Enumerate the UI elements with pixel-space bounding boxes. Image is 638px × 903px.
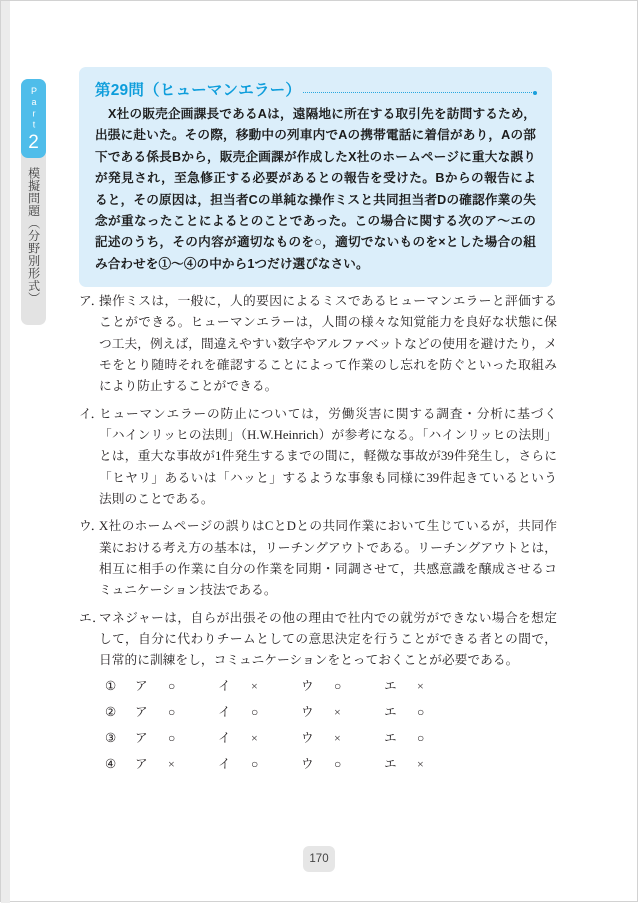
choice-key: ウ [301, 730, 314, 745]
choice-value: ○ [417, 731, 425, 745]
choice-number: ② [105, 704, 117, 719]
choice-value: ○ [168, 731, 176, 745]
choice-cell [135, 680, 218, 693]
choice-cell [301, 680, 384, 693]
question-header [95, 78, 536, 100]
answer-choice-option[interactable] [105, 725, 467, 751]
page-edge-shadow [1, 1, 10, 903]
answer-choice-option[interactable] [105, 751, 467, 777]
statement-marker: ア． [79, 294, 104, 308]
choice-number: ③ [105, 730, 117, 745]
choice-value: × [251, 679, 258, 693]
choice-value: × [334, 731, 341, 745]
choice-key: ア [135, 730, 148, 745]
statement-text: ヒューマンエラーの防止については，労働災害に関する調査・分析に基づく「ハインリッヒの法則」（H.W.Heinrich）が参考になる。「ハインリッヒの法則」とは，重大な事故が1件発生するまでの間に，軽微な事故が39件発生し，さらに「ヒヤリ」あるいは「ハッと」するような事象も同様に39件起きているという法則のことである。 [99, 406, 557, 506]
choice-key: イ [218, 756, 231, 771]
side-tab-part-number: 2 [28, 131, 39, 153]
side-tab-label: 模擬問題（分野別形式） [26, 166, 41, 305]
choice-key: エ [384, 704, 397, 719]
choice-cell [218, 706, 301, 719]
answer-choice-option[interactable] [105, 699, 467, 725]
choice-key: エ [384, 730, 397, 745]
choice-value: × [251, 731, 258, 745]
choice-key: ア [135, 756, 148, 771]
question-box [79, 67, 552, 287]
side-index-tab [21, 79, 46, 325]
statement-item [79, 291, 557, 398]
statement-marker: イ． [79, 406, 104, 421]
choice-number: ① [105, 678, 117, 693]
choice-value: ○ [334, 679, 342, 693]
question-body: X社の販売企画課長であるAは，遠隔地に所在する取引先を訪問するため，出張に赴いた。その際，移動中の列車内でAの携帯電話に着信があり，Aの部下である係長Bから，販売企画課が作成したX社のホームページに重大な誤りが発見され，至急修正する必要があるとの報告を受けた。Bからの報告によると，その原因は，担当者Cの単純な操作ミスと共同担当者Dの確認作業の失念が重なったことによるとのことであった。この場合に関する次のア～エの記述のうち，その内容が適切なものを○，適切でないものを×とした場合の組み合わせを①～④の中から1つだけ選びなさい。 [95, 107, 536, 271]
choice-value: ○ [417, 705, 425, 719]
choice-cell [301, 758, 384, 771]
statement-text: マネジャーは，自らが出張その他の理由で社内での就労ができない場合を想定して，自分に代わりチームとしての意思決定を行うことができる者との間で，日常的に訓練をし，コミュニケーションをとっておくことが必要である。 [99, 610, 557, 668]
statement-item [79, 404, 557, 511]
dotted-leader-line [303, 92, 536, 94]
choice-cell [384, 706, 467, 719]
choice-value: ○ [251, 757, 259, 771]
choice-cell [218, 758, 301, 771]
choice-cell [301, 706, 384, 719]
choice-cell [135, 758, 218, 771]
choice-key: イ [218, 678, 231, 693]
choice-key: ウ [301, 704, 314, 719]
choice-value: ○ [168, 679, 176, 693]
choice-key: ア [135, 678, 148, 693]
statement-item [79, 608, 557, 672]
choice-key: エ [384, 678, 397, 693]
choice-key: ウ [301, 756, 314, 771]
side-tab-part-badge [21, 79, 46, 158]
statement-list [79, 291, 557, 678]
choice-value: × [417, 679, 424, 693]
choice-key: エ [384, 756, 397, 771]
answer-choice-list [105, 673, 467, 777]
choice-cell [384, 758, 467, 771]
statement-text: X社のホームページの誤りはCとDとの共同作業において生じているが，共同作業における考え方の基本は，リーチングアウトである。リーチングアウトとは，相互に相手の作業に自分の作業を同期・同調させて，共感意識を醸成させるコミュニケーション技法である。 [99, 519, 557, 598]
question-title: 第29問（ヒューマンエラー） [95, 82, 302, 99]
choice-cell [384, 732, 467, 745]
choice-cell [218, 732, 301, 745]
choice-value: ○ [334, 757, 342, 771]
choice-key: イ [218, 730, 231, 745]
page-number: 170 [303, 846, 335, 872]
choice-cell [384, 680, 467, 693]
choice-key: ア [135, 704, 148, 719]
choice-value: × [334, 705, 341, 719]
choice-value: ○ [168, 705, 176, 719]
statement-item [79, 516, 557, 601]
choice-value: × [168, 757, 175, 771]
answer-choice-option[interactable] [105, 673, 467, 699]
choice-cell [135, 706, 218, 719]
side-tab-part-word: Part [29, 86, 39, 131]
choice-key: ウ [301, 678, 314, 693]
statement-marker: エ． [79, 610, 105, 625]
choice-number: ④ [105, 756, 117, 771]
choice-cell [135, 732, 218, 745]
choice-key: イ [218, 704, 231, 719]
statement-marker: ウ． [79, 519, 104, 534]
leader-end-dot [533, 91, 537, 95]
choice-cell [218, 680, 301, 693]
choice-cell [301, 732, 384, 745]
statement-text: 操作ミスは，一般に，人的要因によるミスであるヒューマンエラーと評価することができる。ヒューマンエラーは，人間の様々な知覚能力を良好な状態に保つ工夫，例えば，間違えやすい数字やアルファベットなどの使用を避けたり，メモをとり随時それを確認することによって作業のし忘れを防ぐといった取組みにより防止することができる。 [99, 294, 557, 394]
choice-value: ○ [251, 705, 259, 719]
choice-value: × [417, 757, 424, 771]
